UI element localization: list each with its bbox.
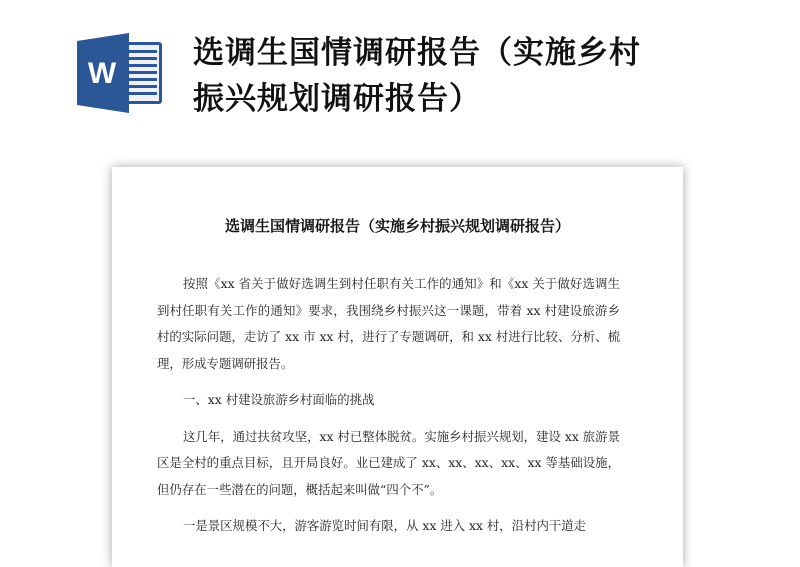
document-page bbox=[112, 167, 683, 567]
title-line-2: 振兴规划调研报告） bbox=[193, 81, 481, 117]
svg-text:W: W bbox=[87, 57, 117, 90]
microsoft-word-icon bbox=[77, 33, 165, 113]
paragraph: 一是景区规模不大，游客游览时间有限，从 xx 进入 xx 村，沿村内干道走 bbox=[183, 518, 587, 533]
document-title: 选调生国情调研报告（实施乡村振兴规划调研报告） bbox=[224, 217, 570, 235]
title-line-1: 选调生国情调研报告（实施乡村 bbox=[193, 35, 641, 71]
document-body bbox=[157, 271, 620, 550]
section-heading: 一、xx 村建设旅游乡村面临的挑战 bbox=[183, 392, 375, 407]
page-title bbox=[193, 30, 641, 122]
paragraph: 这几年，通过扶贫攻坚，xx 村已整体脱贫。实施乡村振兴规划，建设 xx 旅游景区是全村的重点目标，且开局良好。业已建成了 xx、xx、xx、xx、xx 等基础设施，但仍存在一些潜在的问题，概括起来叫做“四个不”。 bbox=[157, 428, 620, 497]
paragraph: 按照《xx 省关于做好选调生到村任职有关工作的通知》和《xx 关于做好选调生到村任职有关工作的通知》要求，我围绕乡村振兴这一课题，带着 xx 村建设旅游乡村的实际问题，走访了 xx 市 xx 村，进行了专题调研，和 xx 村进行比较、分析、梳理，形成专题调研报告。 bbox=[157, 276, 620, 371]
